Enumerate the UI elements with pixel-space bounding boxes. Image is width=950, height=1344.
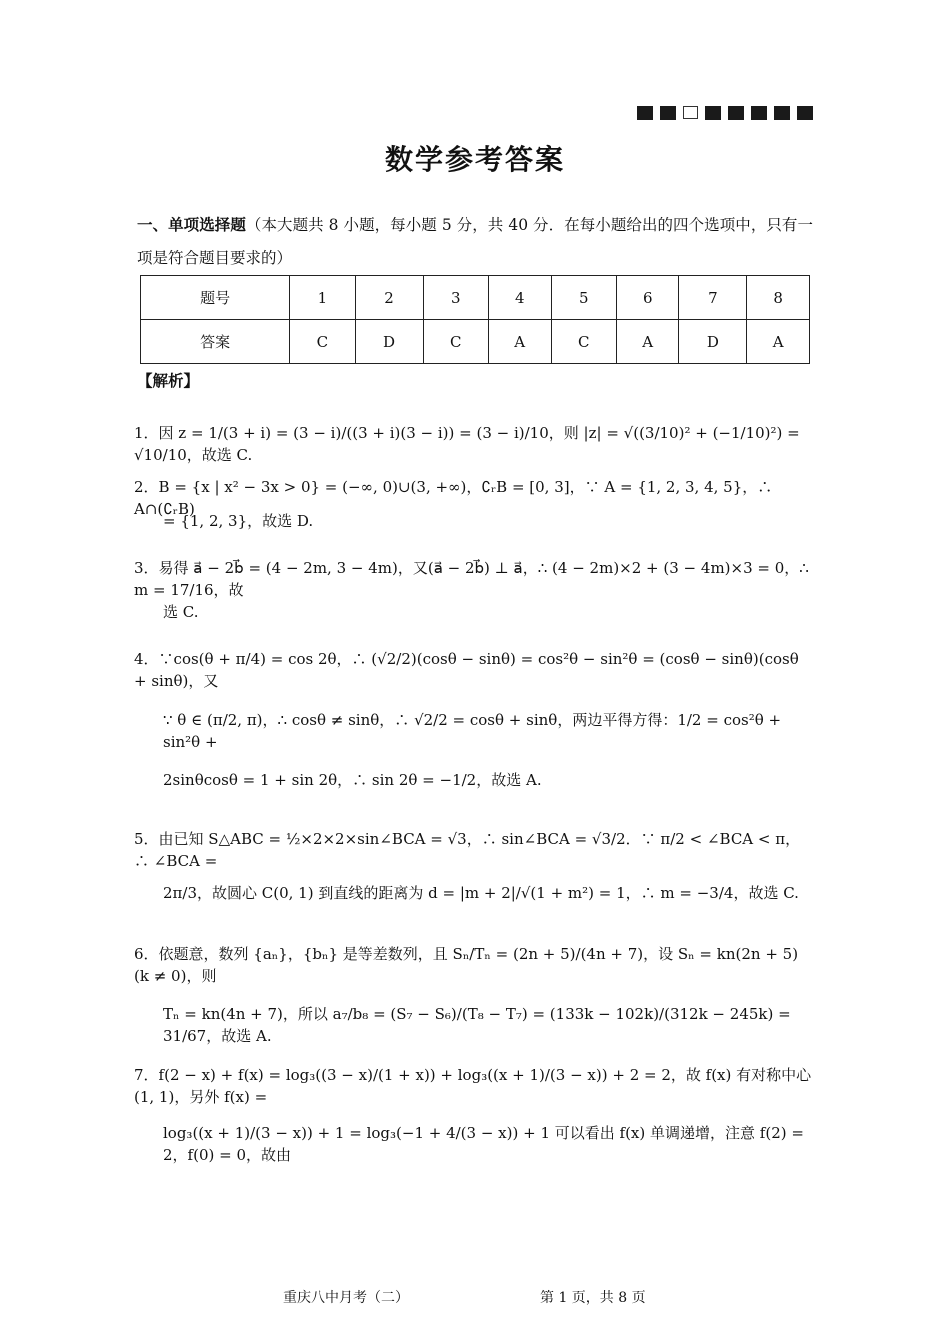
question-number: 8 — [747, 276, 810, 320]
analysis-heading: 【解析】 — [137, 372, 200, 390]
footer-page-number: 第 1 页，共 8 页 — [540, 1290, 646, 1306]
solution-6-line-1: 6．依题意，数列 {aₙ}，{bₙ} 是等差数列，且 Sₙ/Tₙ = (2n + 5)/(4n + 7)，设 Sₙ = kn(2n + 5) (k ≠ 0)，则 — [134, 945, 799, 985]
marker-block — [774, 106, 790, 120]
answer-cell: D — [679, 320, 747, 364]
answer-table — [140, 275, 810, 364]
solution-4-line-2: ∵ θ ∈ (π/2, π)，∴ cosθ ≠ sinθ，∴ √2/2 = cosθ + sinθ，两边平得方得：1/2 = cos²θ + sin²θ + — [163, 711, 782, 751]
question-number: 5 — [551, 276, 616, 320]
marker-block — [705, 106, 721, 120]
solution-3-line-2: 选 C. — [163, 603, 199, 621]
answer-cell: A — [616, 320, 679, 364]
table-row-numbers — [141, 276, 810, 320]
solution-1: 1．因 z = 1/(3 + i) = (3 − i)/((3 + i)(3 − i)) = (3 − i)/10，则 |z| = √((3/10)² + (−1/10)²) = √10/10，故选 C. — [134, 424, 800, 464]
solution-4-line-1: 4．∵cos(θ + π/4) = cos 2θ，∴ (√2/2)(cosθ − sinθ) = cos²θ − sin²θ = (cosθ − sinθ)(cosθ + sinθ)，又 — [134, 650, 799, 690]
answer-cell: C — [290, 320, 355, 364]
question-number: 4 — [488, 276, 551, 320]
solution-4-line-3: 2sinθcosθ = 1 + sin 2θ，∴ sin 2θ = −1/2，故选 A. — [163, 771, 542, 789]
marker-block — [751, 106, 767, 120]
solution-7-line-2: log₃((x + 1)/(3 − x)) + 1 = log₃(−1 + 4/(3 − x)) + 1 可以看出 f(x) 单调递增，注意 f(2) = 2，f(0) = 0，故由 — [163, 1124, 804, 1164]
answer-cell: A — [488, 320, 551, 364]
question-number: 3 — [423, 276, 488, 320]
answer-cell: C — [423, 320, 488, 364]
solution-2-line-1: 2．B = {x | x² − 3x > 0} = (−∞, 0)∪(3, +∞)，∁ᵣB = [0, 3]，∵ A = {1, 2, 3, 4, 5}，∴ A∩(∁ᵣB) — [134, 478, 773, 518]
page-title: 数学参考答案 — [384, 143, 565, 176]
header-markers — [637, 106, 813, 120]
marker-block-hollow — [683, 106, 698, 119]
footer-school: 重庆八中月考（二） — [283, 1290, 409, 1306]
solution-5-line-2: 2π/3，故圆心 C(0, 1) 到直线的距离为 d = |m + 2|/√(1 + m²) = 1，∴ m = −3/4，故选 C. — [163, 884, 799, 902]
solution-7-line-1: 7．f(2 − x) + f(x) = log₃((3 − x)/(1 + x)) + log₃((x + 1)/(3 − x)) + 2 = 2，故 f(x) 有对称中心 (1, 1)，另外 f(x) = — [134, 1066, 812, 1106]
marker-block — [728, 106, 744, 120]
marker-block — [637, 106, 653, 120]
question-number: 1 — [290, 276, 355, 320]
solution-3-line-1: 3．易得 a⃗ − 2b⃗ = (4 − 2m, 3 − 4m)，又(a⃗ − 2b⃗) ⊥ a⃗，∴ (4 − 2m)×2 + (3 − 4m)×3 = 0，∴ m = 17/16，故 — [134, 559, 809, 599]
marker-block — [797, 106, 813, 120]
answer-cell: C — [551, 320, 616, 364]
row-label: 答案 — [141, 320, 290, 364]
section-instructions — [137, 209, 813, 275]
solution-6-line-2: Tₙ = kn(4n + 7)，所以 a₇/b₈ = (S₇ − S₆)/(T₈ − T₇) = (133k − 102k)/(312k − 245k) = 31/67，故选 A. — [163, 1005, 791, 1045]
question-number: 7 — [679, 276, 747, 320]
answer-cell: A — [747, 320, 810, 364]
table-row-answers — [141, 320, 810, 364]
solution-2-line-2: = {1, 2, 3}，故选 D. — [163, 512, 314, 530]
marker-block — [660, 106, 676, 120]
question-number: 6 — [616, 276, 679, 320]
row-label: 题号 — [141, 276, 290, 320]
answer-cell: D — [355, 320, 423, 364]
section-description: （本大题共 8 小题，每小题 5 分，共 40 分．在每小题给出的四个选项中，只有一项是符合题目要求的） — [137, 216, 813, 267]
section-heading: 一、单项选择题 — [137, 216, 246, 234]
question-number: 2 — [355, 276, 423, 320]
solution-5-line-1: 5．由已知 S△ABC = ½×2×2×sin∠BCA = √3，∴ sin∠BCA = √3/2．∵ π/2 < ∠BCA < π，∴ ∠BCA = — [134, 830, 801, 870]
